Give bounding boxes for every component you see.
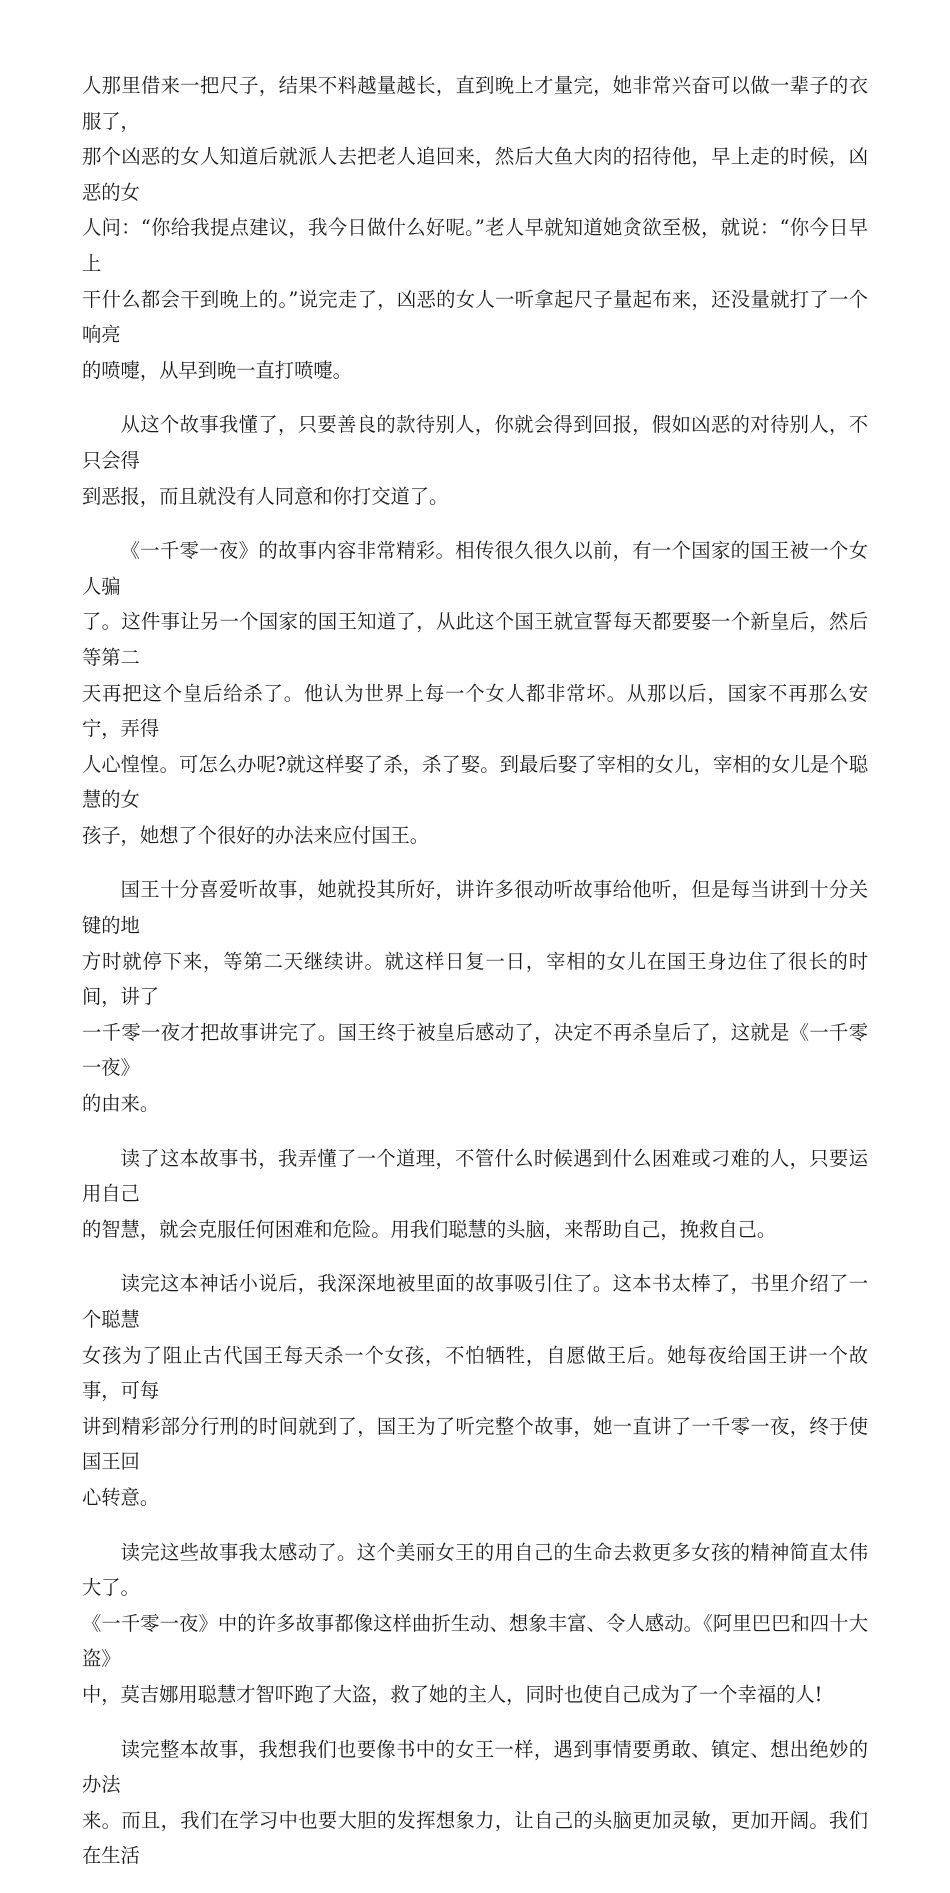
paragraph: 从这个故事我懂了，只要善良的款待别人，你就会得到回报，假如凶恶的对待别人，不只会得 到恶报，而且就没有人同意和你打交道了。: [82, 413, 868, 508]
paragraph: 国王十分喜爱听故事，她就投其所好，讲许多很动听故事给他听，但是每当讲到十分关键的地 方时就停下来，等第二天继续讲。就这样日复一日，宰相的女儿在国王身边住了很长的时间，讲了 一千零一夜才把故事讲完了。国王终于被皇后感动了，决定不再杀皇后了，这就是《一千零一夜》 的由来。: [82, 878, 868, 1116]
paragraph: 读完这本神话小说后，我深深地被里面的故事吸引住了。这本书太棒了，书里介绍了一个聪慧 女孩为了阻止古代国王每天杀一个女孩，不怕牺牲，自愿做王后。她每夜给国王讲一个故事，可每 讲到精彩部分行刑的时间就到了，国王为了听完整个故事，她一直讲了一千零一夜，终于使国王回 心转意。: [82, 1272, 868, 1509]
paragraph: 读完这些故事我太感动了。这个美丽女王的用自己的生命去救更多女孩的精神简直太伟大了。 《一千零一夜》中的许多故事都像这样曲折生动、想象丰富、令人感动。《阿里巴巴和四十大盗》 中，莫吉娜用聪慧才智吓跑了大盗，救了她的主人，同时也使自己成为了一个幸福的人!: [82, 1540, 868, 1706]
paragraph: 读完整本故事，我想我们也要像书中的女王一样，遇到事情要勇敢、镇定、想出绝妙的办法 来。而且，我们在学习中也要大胆的发挥想象力，让自己的头脑更加灵敏，更加开阔。我们在生活: [82, 1737, 868, 1868]
paragraph: 《一千零一夜》的故事内容非常精彩。相传很久很久以前，有一个国家的国王被一个女人骗 了。这件事让另一个国家的国王知道了，从此这个国王就宣誓每天都要娶一个新皇后，然后等第二 天再把这个皇后给杀了。他认为世界上每一个女人都非常坏。从那以后，国家不再那么安宁，弄得 人心惶惶。可怎么办呢?就这样娶了杀，杀了娶。到最后娶了宰相的女儿，宰相的女儿是个聪慧的女 孩子，她想了个很好的办法来应付国王。: [82, 539, 868, 847]
paragraph: 人那里借来一把尺子，结果不料越量越长，直到晚上才量完，她非常兴奋可以做一辈子的衣服了， 那个凶恶的女人知道后就派人去把老人追回来，然后大鱼大肉的招待他，早上走的时候，凶恶的女 人问：“你给我提点建议，我今日做什么好呢。”老人早就知道她贪欲至极，就说：“你今日早上 干什么都会干到晚上的。”说完走了，凶恶的女人一听拿起尺子量起布来，还没量就打了一个响亮 的喷嚏，从早到晚一直打喷嚏。: [82, 74, 868, 382]
document-body: [82, 68, 868, 1893]
paragraph: 读了这本故事书，我弄懂了一个道理，不管什么时候遇到什么困难或刁难的人，只要运用自己 的智慧，就会克服任何困难和危险。用我们聪慧的头脑，来帮助自己，挽救自己。: [82, 1146, 868, 1241]
